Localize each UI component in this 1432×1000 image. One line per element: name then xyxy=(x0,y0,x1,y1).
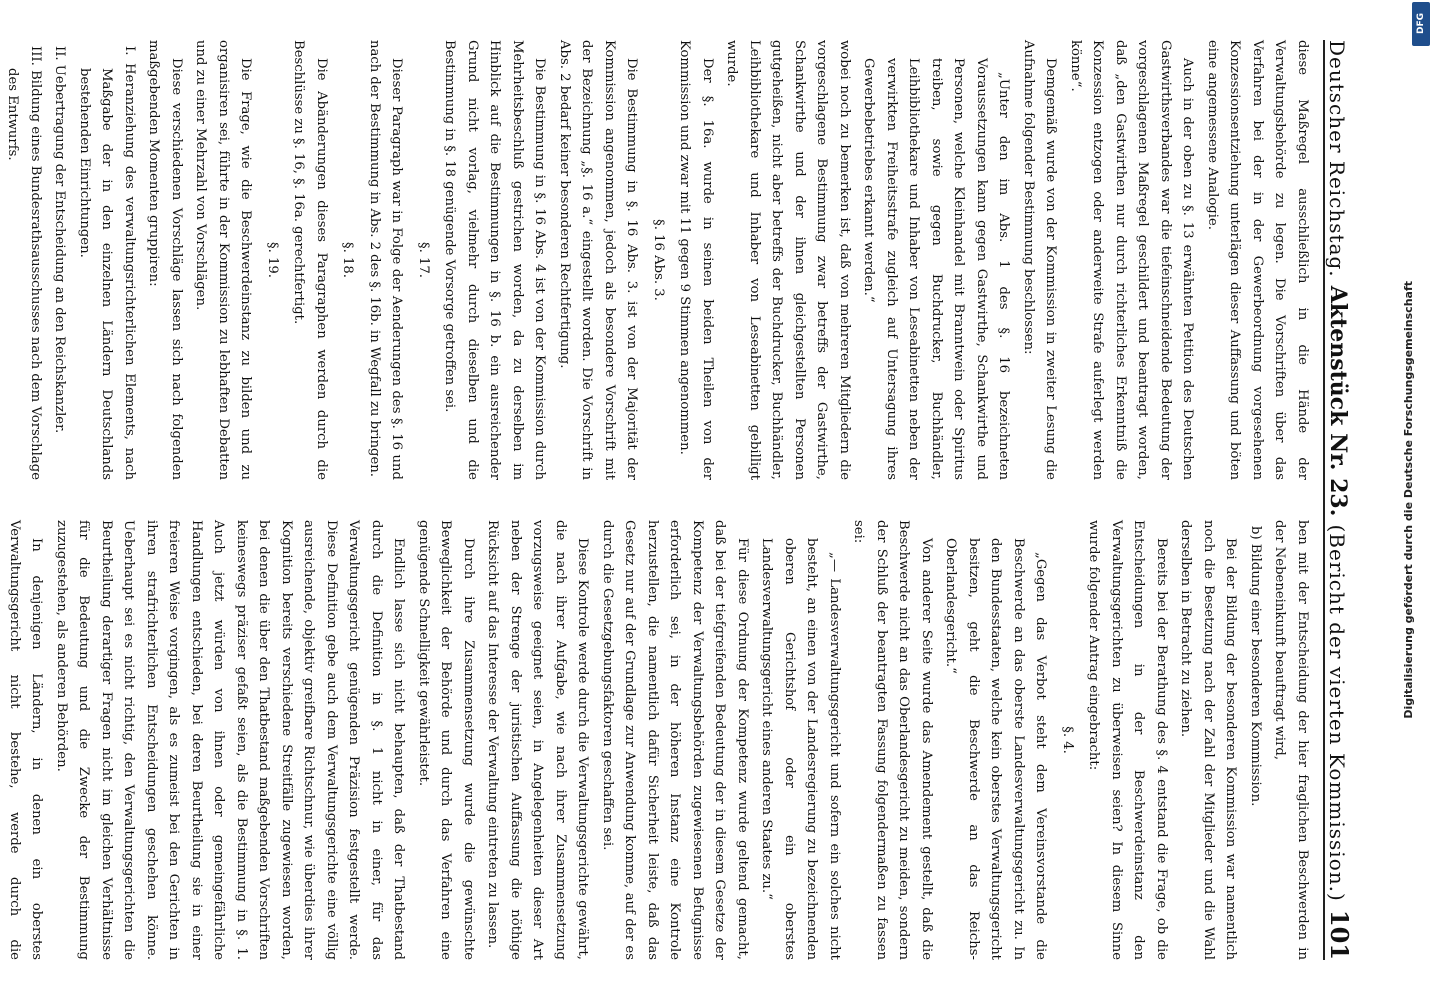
paragraph: Auch in der oben zu §. 13 erwähnten Petition des Deutschen Gastwirthsverbandes war die tiefeinschneidende Bedeutung der vorgeschlagenen Maßregel geschildert und beantragt worden, daß „den Gastwirthen nur durch richterliches Erkenntniß die Konzession entzogen oder anderweite Strafe auferlegt werden könne“. xyxy=(1068,40,1196,480)
paragraph: Die Frage, wie die Beschwerdeinstanz zu bilden und zu organisiren sei, führte in der Kommission zu lebhaften Debatten und zu einer Mehrzahl von Vorschlägen. xyxy=(193,40,254,480)
list-item: I. Heranziehung des verwaltungsrichterlichen Elements, nach Maßgabe der in den einzelnen Ländern Deutschlands bestehenden Einrichtungen. xyxy=(77,46,137,480)
section-heading: §. 4. xyxy=(1060,726,1075,754)
section-heading: §. 19. xyxy=(265,242,280,278)
section-heading: §. 18. xyxy=(340,242,356,278)
page-number: 101 xyxy=(1325,909,1354,960)
header-subtitle: (Bericht der vierten Kommission.) xyxy=(1325,524,1349,902)
paragraph: ben mit der Entscheidung der hier fraglichen Beschwerden in der Nebeneinkunft beauftragt wird, xyxy=(1272,520,1310,960)
paragraph: Der §. 16a. wurde in seinen beiden Theilen von der Kommission und zwar mit 11 gegen 9 Stimmen angenommen. xyxy=(677,40,715,480)
paragraph: Demgemäß wurde von der Kommission in zweiter Lesung die Aufnahme folgender Bestimmung beschlossen: xyxy=(1021,40,1059,480)
paragraph: Von anderer Seite wurde das Amendement gestellt, daß die Beschwerde nicht an das Oberlandesgericht zu meiden, sondern der Schluß der beantragten Fassung folgendermaßen zu fassen sei: xyxy=(851,520,934,960)
right-column xyxy=(7,520,1313,960)
paragraph: Diese Kontrole werde durch die Verwaltungsgerichte gewährt, die nach ihrer Aufgabe, wie nach ihrer Zusammensetzung vorzugsweise geeignet seien, in Angelegenheiten dieser Art neben der Strenge der juristischen Auffassung die nöthige Rücksicht auf das Interesse der Verwaltung eintreten zu lassen. xyxy=(485,520,591,960)
paragraph: Bereits bei der Berathung des §. 4 entstand die Frage, ob die Entscheidungen in der Beschwerdeinstanz den Verwaltungsgerichten zu überweisen seien? In diesem Sinne wurde folgender Antrag eingebracht: xyxy=(1086,520,1169,960)
left-column xyxy=(5,40,1313,480)
paragraph: Die Bestimmung in §. 16 Abs. 3. ist von der Majorität der Kommission angenommen, jedoch als besondere Vorschrift mit der Bezeichnung „§. 16 a.“ eingestellt worden. Die Vorschrift in Abs. 2 bedarf keiner besonderen Rechtfertigung. xyxy=(557,40,640,480)
paragraph: Durch ihre Zusammensetzung wurde die gewünschte Beweglichkeit der Behörde und durch das Verfahren eine genügende Schnelligkeit gewährleistet. xyxy=(416,520,476,960)
paragraph: Endlich lasse sich nicht behaupten, daß der Thatbestand durch die Definition in §. 1 nicht in einer, für das Verwaltungsgericht genügenden Präzision festgestellt werde. Diese Definition gebe auch dem Verwaltungsgerichte eine völlig ausreichende, objektiv greifbare Richtschnur, wie überdies ihrer Kognition bereits verschiedene Streitfälle zugewiesen worden, bei denen die über den Thatbestand maßgebenden Vorschriften keineswegs präziser gefaßt seien, als die Bestimmung in §. 1. Auch jetzt würden von ihnen oder gemeingefährliche Handlungen entschieden, bei deren Beurtheilung sie in einer freieren Weise vorgingen, als es zumeist bei den Gerichten in ihren strafrichterlichen Entscheidungen geschehen könne. Ueberhaupt sei es nicht richtig, den Verwaltungsgerichten die Beurtheilung derartiger Fragen nicht im gleichen Verhältnisse für die Bedeutung und die Zwecke der Bestimmung zuzugestehen, als anderen Behörden. xyxy=(54,520,407,960)
paragraph: Bei der Bildung der besonderen Kommission war namentlich noch die Besetzung nach der Zahl der Mitglieder und die Wahl derselben in Betracht zu ziehen. xyxy=(1178,520,1239,960)
list-item: b) Bildung einer besonderen Kommission. xyxy=(1248,526,1263,807)
digitization-credit xyxy=(1385,140,1431,860)
list-item: II. Uebertragung der Entscheidung an den Reichskanzler. xyxy=(52,46,68,434)
dfg-logo xyxy=(1412,2,1430,46)
dfg-logo-text: DFG xyxy=(1416,13,1426,35)
paragraph: diese Maßregel ausschließlich in die Hände der Verwaltungsbehörde zu legen. Die Vorschriften über das Verfahren bei der in der Gewerbeordnung vorgesehenen Konzessionsentziehung unterlägen dieser Auffassung und böten eine angemessene Analogie. xyxy=(1205,40,1310,480)
paragraph: wobei noch zu bemerken ist, daß von mehreren Mitgliedern die vorgeschlagene Bestimmung zwar betreffs der Gastwirthe, Schankwirthe und der ihnen gleichgestellten Personen gutgeheißen, nicht aber betreffs der Buchdrucker, Buchhändler, Leihbibliothekare und Inhaber von Leseabinetten gebilligt wurde. xyxy=(724,40,852,480)
credit-text: Digitalisierung gefördert durch die Deutsche Forschungsgemeinschaft xyxy=(1401,281,1415,719)
paragraph: Die Abänderungen dieses Paragraphen werden durch die Beschlüsse zu §. 16, §. 16a. gerechtfertigt. xyxy=(291,40,329,480)
page-header xyxy=(1323,40,1365,960)
paragraph: Diese verschiedenen Vorschläge lassen sich nach folgenden maßgebenden Momenten gruppiren: xyxy=(146,40,184,480)
list-item: III. Bildung eines Bundesrathsausschusses nach dem Vorschlage des Entwurfs. xyxy=(5,46,43,480)
quoted-provision: „Unter den im Abs. 1 des §. 16 bezeichneten Voraussetzungen kann gegen Gastwirthe, Schankwirthe und Personen, welche Kleinhandel mit Branntwein oder Spiritus treiben, sowie gegen Buchdrucker, Buchhändler, Leihbibliothekare und Inhaber von Leseabinetten neben der verwirkten Freiheitsstrafe zugleich auf Untersagung ihres Gewerbebetriebes erkannt werden.“ xyxy=(861,58,1012,480)
section-heading: §. 16 Abs. 3. xyxy=(651,219,666,301)
quoted-provision: „— Landesverwaltungsgericht und sofern ein solches nicht besteht, an einen von der Landesregierung zu bezeichnenden oberen Gerichtshof oder ein oberstes Landesverwaltungsgericht eines anderen Staates zu.“ xyxy=(759,538,842,960)
paragraph: Die Bestimmung in §. 16 Abs. 4 ist von der Kommission durch Mehrheitsbeschluß gestrichen worden, da zu derselben im Hinblick auf die Bestimmungen in §. 16 b. ein ausreichender Grund nicht vorlag, vielmehr durch dieselben und die Bestimmung in §. 18 genügende Vorsorge getroffen sei. xyxy=(442,40,548,480)
quoted-provision: „Gegen das Verbot steht dem Vereinsvorstande die Beschwerde an das oberste Landesverwaltungsgericht zu. In den Bundesstaaten, welche kein oberstes Verwaltungsgericht besitzen, geht die Beschwerde an das Reichs-Oberlandesgericht.“ xyxy=(943,538,1049,960)
paragraph: Für diese Ordnung der Kompetenz wurde geltend gemacht, daß bei der tiefgreifenden Bedeutung der in diesem Gesetze der Kompetenz der Verwaltungsbehörden zugewiesenen Befugnisse erforderlich sei, in der höheren Instanz eine Kontrole herzustellen, die namentlich dafür Sicherheit leiste, daß das Gesetz nur auf der Grundlage zur Anwendung komme, auf der es durch die Gesetzgebungsfaktoren geschaffen sei. xyxy=(600,520,750,960)
paragraph: Dieser Paragraph war in Folge der Aenderungen des §. 16 und nach der Bestimmung in Abs. 2 des §. 16b. in Wegfall zu bringen. xyxy=(367,40,405,480)
paragraph: In denjenigen Ländern, in denen ein oberstes Verwaltungsgericht nicht bestehe, werde durch die xyxy=(7,520,45,960)
header-title: Deutscher Reichstag. xyxy=(1325,40,1349,278)
section-heading: §. 17. xyxy=(416,242,431,278)
document-number: Aktenstück Nr. 23. xyxy=(1325,285,1351,517)
